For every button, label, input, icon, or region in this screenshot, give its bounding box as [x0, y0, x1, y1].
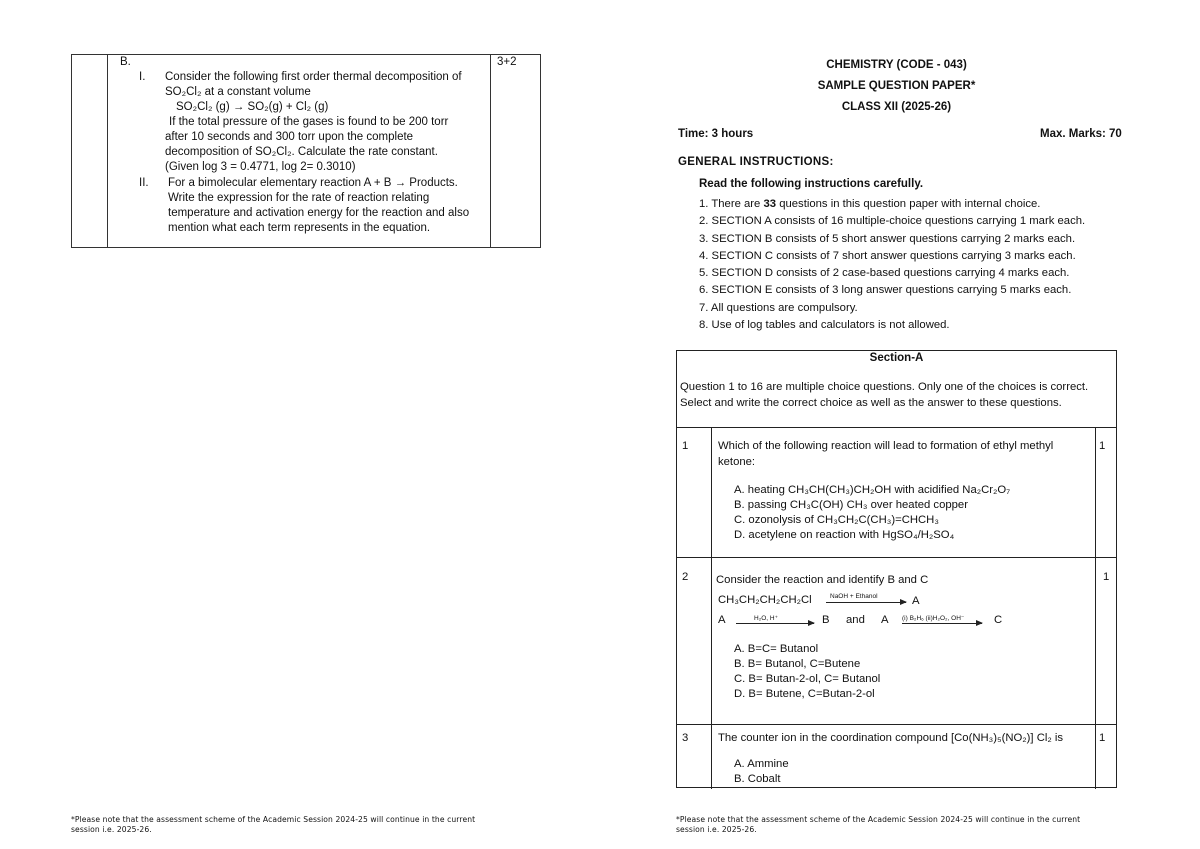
footnote-line: *Please note that the assessment scheme of the Academic Session 2024-25 will continue in the current [676, 815, 1081, 824]
instruction-item: 7. All questions are compulsory. [699, 301, 858, 314]
read-instructions-line: Read the following instructions carefully. [699, 178, 924, 190]
part2-line: Write the expression for the rate of reaction relating [168, 192, 430, 204]
time-label: Time: 3 hours [678, 128, 754, 140]
q3-option-b: B. Cobalt [734, 773, 781, 785]
question-marks: 3+2 [497, 56, 517, 68]
column-divider [711, 427, 712, 789]
reaction-equation: SO₂Cl₂ (g) → SO₂(g) + Cl₂ (g) [176, 101, 329, 113]
footnote-line: *Please note that the assessment scheme of the Academic Session 2024-25 will continue in the current [71, 815, 476, 824]
reactant-label: A [881, 614, 889, 626]
reagent-label: (i) B₂H₆ (ii)H₂O₂, OH⁻ [902, 615, 965, 622]
connector-text: and [846, 614, 865, 626]
q2-number: 2 [682, 571, 689, 583]
section-intro: Question 1 to 16 are multiple choice questions. Only one of the choices is correct. [680, 381, 1089, 393]
q3-option-a: A. Ammine [734, 758, 789, 770]
q1-text: Which of the following reaction will lead to formation of ethyl methyl [718, 440, 1054, 452]
part2-numeral: II. [139, 177, 149, 189]
instruction-item: 6. SECTION E consists of 3 long answer questions carrying 5 marks each. [699, 284, 1072, 297]
section-a-table [676, 350, 1117, 788]
max-marks-label: Max. Marks: 70 [1040, 128, 1122, 140]
part1-line: SO₂Cl₂ at a constant volume [165, 86, 311, 98]
instruction-item: 8. Use of log tables and calculators is not allowed. [699, 319, 950, 332]
left-marks-column [490, 55, 542, 247]
q1-number: 1 [682, 440, 689, 452]
part2-line: For a bimolecular elementary reaction A + B → Products. [168, 177, 458, 189]
right-footnote [676, 815, 1080, 835]
instruction-item: 2. SECTION A consists of 16 multiple-choice questions carrying 1 mark each. [699, 215, 1086, 228]
product-label: A [912, 595, 920, 607]
instruction-text: questions in this question paper with internal choice. [776, 198, 1041, 210]
section-title: Section-A [869, 352, 924, 364]
class-line: CLASS XII (2025-26) [841, 101, 952, 113]
general-instructions-heading: GENERAL INSTRUCTIONS: [678, 156, 834, 168]
q2-option-c: C. B= Butan-2-ol, C= Butanol [734, 673, 881, 685]
q3-number: 3 [682, 732, 689, 744]
q1-option-a: A. heating CH₃CH(CH₃)CH₂OH with acidified Na₂Cr₂O₇ [734, 484, 1011, 496]
instruction-item [699, 196, 1085, 213]
left-number-column [72, 55, 108, 247]
q2-reactant: CH₃CH₂CH₂CH₂Cl [718, 594, 812, 606]
part2-line: mention what each term represents in the equation. [168, 222, 431, 234]
part1-line: If the total pressure of the gases is found to be 200 torr [169, 116, 449, 128]
reactant-label: A [718, 614, 726, 626]
instruction-item: 3. SECTION B consists of 5 short answer questions carrying 2 marks each. [699, 232, 1076, 245]
q2-text: Consider the reaction and identify B and C [716, 574, 929, 586]
q3-marks: 1 [1099, 732, 1106, 744]
reaction-arrow [736, 623, 814, 624]
q3-text: The counter ion in the coordination compound [Co(NH₃)₅(NO₂)] Cl₂ is [718, 732, 1064, 744]
instructions-list [699, 196, 1085, 334]
part1-line: after 10 seconds and 300 torr upon the complete [165, 131, 414, 143]
row-divider [677, 557, 1116, 558]
instruction-item: 4. SECTION C consists of 7 short answer questions carrying 3 marks each. [699, 249, 1076, 262]
reagent-label: H₂O, H⁺ [754, 615, 779, 622]
reaction-arrow [826, 602, 906, 603]
row-divider [677, 724, 1116, 725]
footnote-line: session i.e. 2025-26. [676, 825, 757, 834]
q2-marks: 1 [1103, 571, 1110, 583]
row-divider [677, 427, 1116, 428]
part1-line: Consider the following first order thermal decomposition of [165, 71, 462, 83]
instruction-item: 5. SECTION D consists of 2 case-based questions carrying 4 marks each. [699, 267, 1070, 280]
paper-title: CHEMISTRY (CODE - 043) [826, 59, 967, 71]
reagent-label: NaOH + Ethanol [830, 593, 878, 600]
paper-subtitle: SAMPLE QUESTION PAPER* [817, 80, 976, 92]
part1-line: (Given log 3 = 0.4771, log 2= 0.3010) [165, 161, 356, 173]
q2-option-d: D. B= Butene, C=Butan-2-ol [734, 688, 875, 700]
question-label: B. [120, 56, 131, 68]
part1-numeral: I. [139, 71, 146, 83]
q1-option-d: D. acetylene on reaction with HgSO₄/H₂SO₄ [734, 529, 955, 541]
column-divider [1095, 427, 1096, 789]
q1-marks: 1 [1099, 440, 1106, 452]
part2-line: temperature and activation energy for the reaction and also [168, 207, 470, 219]
question-count: 33 [763, 198, 777, 210]
q2-option-b: B. B= Butanol, C=Butene [734, 658, 861, 670]
product-label: B [822, 614, 830, 626]
q1-option-b: B. passing CH₃C(OH) CH₃ over heated copper [734, 499, 968, 511]
product-label: C [994, 614, 1003, 626]
part1-line: decomposition of SO₂Cl₂. Calculate the rate constant. [165, 146, 438, 158]
reaction-arrow [902, 623, 982, 624]
instruction-text: 1. There are [699, 198, 764, 210]
q1-option-c: C. ozonolysis of CH₃CH₂C(CH₃)=CHCH₃ [734, 514, 939, 526]
footnote-line: session i.e. 2025-26. [71, 825, 152, 834]
q1-text: ketone: [718, 456, 756, 468]
section-intro: Select and write the correct choice as well as the answer to these questions. [680, 397, 1062, 409]
q2-option-a: A. B=C= Butanol [734, 643, 819, 655]
left-footnote [71, 815, 475, 835]
